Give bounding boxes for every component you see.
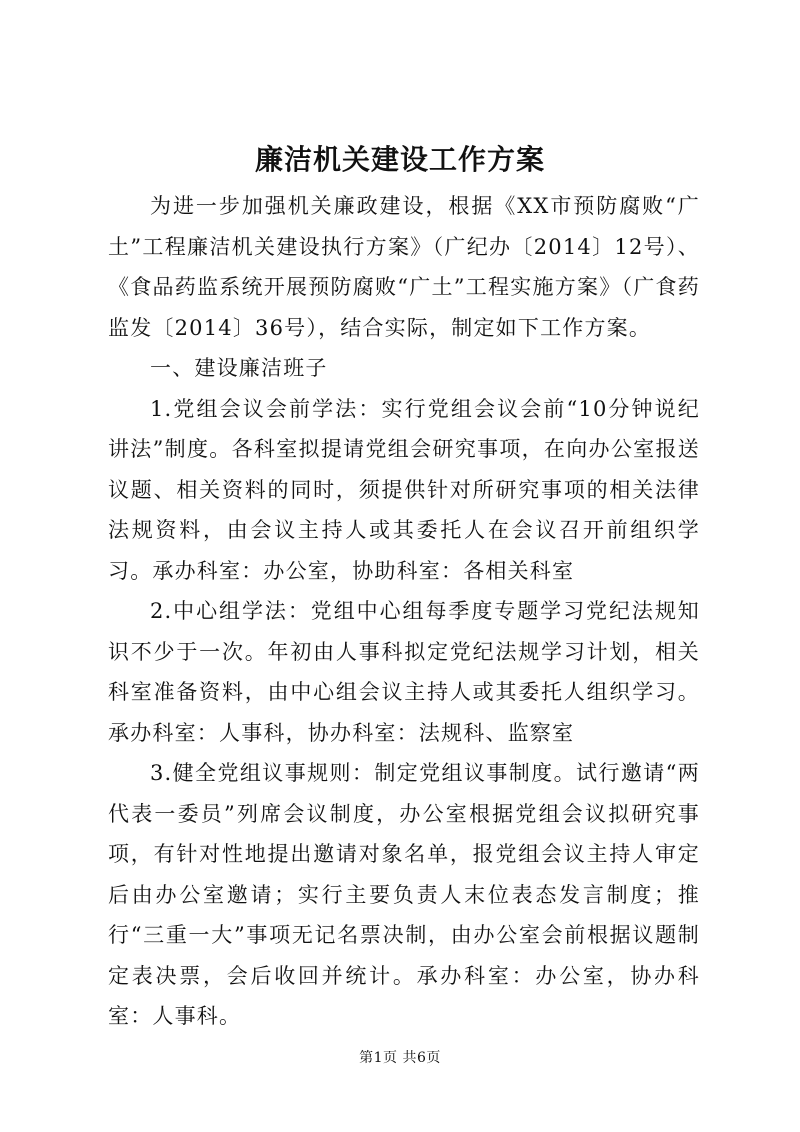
section-heading: 一、建设廉洁班子 [150, 356, 328, 380]
intro-paragraph: 为进一步加强机关廉政建设，根据《XX市预防腐败“广土”工程廉洁机关建设执行方案》（广纪办〔2014〕12号）、《食品药监系统开展预防腐败“广土”工程实施方案》（广食药监发〔2014〕36号），结合实际，制定如下工作方案。 [108, 194, 700, 340]
item-paragraph-2: 2.中心组学法：党组中心组每季度专题学习党纪法规知识不少于一次。年初由人事科拟定党纪法规学习计划，相关科室准备资料，由中心组会议主持人或其委托人组织学习。承办科室：人事科，协办科室：法规科、监察室 [108, 599, 700, 745]
document-body [108, 186, 700, 1037]
item-paragraph-1: 1.党组会议会前学法：实行党组会议会前“10分钟说纪讲法”制度。各科室拟提请党组会研究事项，在向办公室报送议题、相关资料的同时，须提供针对所研究事项的相关法律法规资料，由会议主持人或其委托人在会议召开前组织学习。承办科室：办公室，协助科室：各相关科室 [108, 396, 700, 583]
item-paragraph-3: 3.健全党组议事规则：制定党组议事制度。试行邀请“两代表一委员”列席会议制度，办公室根据党组会议拟研究事项，有针对性地提出邀请对象名单，报党组会议主持人审定后由办公室邀请；实行主要负责人末位表态发言制度；推行“三重一大”事项无记名票决制，由办公室会前根据议题制定表决票，会后收回并统计。承办科室：办公室，协办科室：人事科。 [108, 761, 700, 1028]
document-title: 廉洁机关建设工作方案 [254, 143, 545, 176]
page-footer: 第1页 共6页 [359, 1050, 441, 1066]
